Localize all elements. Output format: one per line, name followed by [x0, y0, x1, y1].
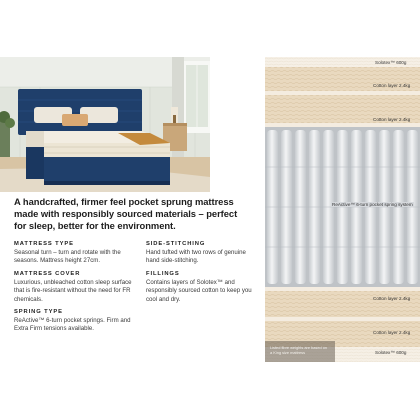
layer-label-cotton-3: Cotton layer 2.4kg: [373, 296, 411, 301]
spec-column-left: [14, 241, 138, 339]
bedroom-photo: [0, 57, 210, 192]
spec-side-stitching: [146, 241, 260, 266]
spec-title: MATTRESS TYPE: [14, 241, 74, 247]
spec-title: MATTRESS COVER: [14, 270, 81, 277]
spec-title: SPRING TYPE: [14, 309, 63, 316]
spec-title: FILLINGS: [146, 270, 180, 277]
footnote: Listed fibre weights are based on a King size mattress: [270, 345, 328, 355]
layer-label-spring-system: ReActive™ 6-turn pocket spring system: [332, 202, 413, 207]
mattress-layers-diagram: [265, 57, 420, 362]
spec-mattress-cover: [14, 271, 138, 304]
spec-body: ReActive™ 6-turn pocket springs. Firm and Extra Firm tensions available.: [14, 317, 131, 333]
spec-body: Luxurious, unbleached cotton sleep surface that is fire-resistant without the need for FR chemicals.: [14, 278, 132, 303]
layer-label-cotton-1: Cotton layer 2.4kg: [373, 83, 411, 88]
spec-body: Contains layers of Solotex™ and responsibly sourced cotton to keep you cool and dry.: [146, 278, 252, 303]
spec-mattress-type: [14, 241, 138, 266]
spec-column-right: [146, 241, 260, 309]
spec-title: SIDE-STITCHING: [146, 241, 206, 247]
bedroom-illustration: [0, 57, 210, 192]
spec-body: Seasonal turn – turn and rotate with the seasons. Mattress height 27cm.: [14, 249, 121, 265]
layer-label-solotex-top: Solotex™ 600g: [375, 60, 407, 65]
spec-body: Hand tufted with two rows of genuine hand side-stitching.: [146, 249, 246, 265]
layer-label-cotton-2: Cotton layer 2.4kg: [373, 117, 411, 122]
spec-spring-type: [14, 309, 138, 334]
layer-label-cotton-4: Cotton layer 2.4kg: [373, 330, 411, 335]
headline: A handcrafted, firmer feel pocket sprung mattress made with responsibly sourced materials – perfect for sleep, better for the environment.: [14, 196, 238, 232]
spec-fillings: [146, 271, 260, 304]
layer-label-solotex-bottom: Solotex™ 600g: [375, 350, 407, 355]
layers-illustration: [265, 57, 420, 362]
